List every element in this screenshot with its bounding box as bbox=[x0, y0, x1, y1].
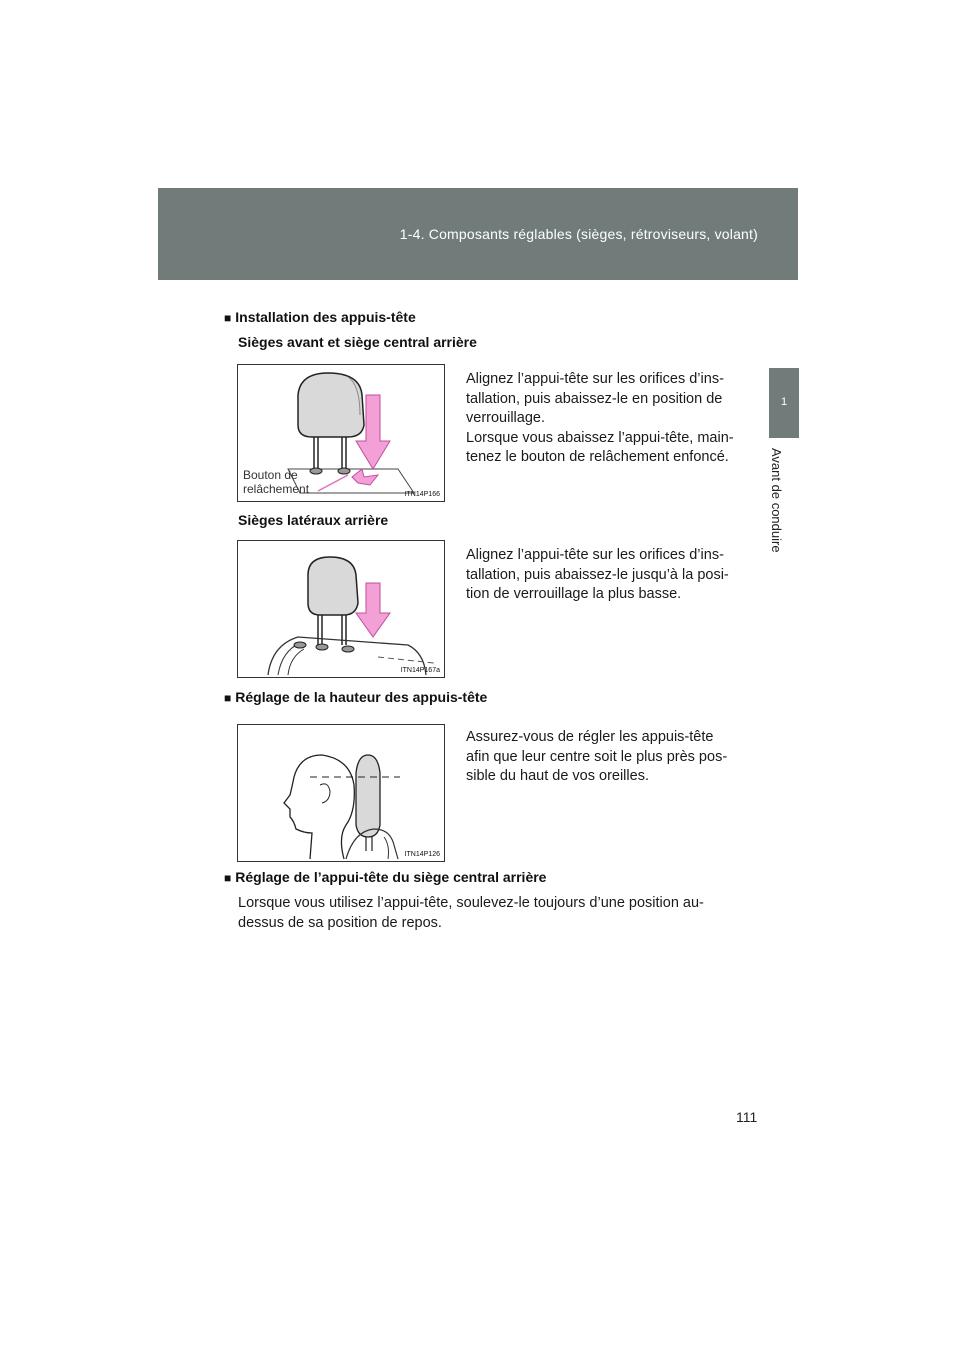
release-button-label-line1: Bouton de bbox=[243, 468, 298, 482]
figure-rear-side-headrest bbox=[237, 540, 445, 678]
front-subheading: Sièges avant et siège central arrière bbox=[238, 334, 477, 350]
installation-heading bbox=[224, 309, 416, 325]
heading-bullet: ■ bbox=[224, 871, 232, 885]
section-title: 1-4. Composants réglables (sièges, rétroviseurs, volant) bbox=[399, 226, 758, 242]
text-line: tallation, puis abaissez-le en position de bbox=[466, 390, 723, 407]
heading-text: Installation des appuis-tête bbox=[235, 309, 416, 325]
heading-bullet: ■ bbox=[224, 691, 232, 705]
figure-code: ITN14P166 bbox=[404, 491, 440, 498]
front-instructions bbox=[466, 370, 749, 468]
chapter-label: Avant de conduire bbox=[769, 448, 784, 553]
heading-bullet: ■ bbox=[224, 311, 232, 325]
text-line: Lorsque vous abaissez l’appui-tête, main- bbox=[466, 429, 734, 446]
text-line: afin que leur centre soit le plus près pos- bbox=[466, 748, 728, 765]
figure-head-position bbox=[237, 724, 445, 862]
text-line: Alignez l’appui-tête sur les orifices d’ins- bbox=[466, 547, 724, 563]
text-line: tion de verrouillage la plus basse. bbox=[466, 586, 682, 602]
rear-side-instructions bbox=[466, 546, 749, 605]
figure-code: ITN14P126 bbox=[404, 851, 440, 858]
heading-text: Réglage de l’appui-tête du siège central arrière bbox=[235, 869, 547, 885]
release-button-label-line2: relâchement bbox=[243, 482, 310, 496]
text-line: verrouillage. bbox=[466, 410, 545, 426]
height-instructions bbox=[466, 728, 749, 787]
page-number: 111 bbox=[736, 1109, 758, 1125]
center-heading bbox=[224, 869, 546, 885]
text-line: Assurez-vous de régler les appuis-tête bbox=[466, 729, 714, 745]
text-line: Lorsque vous utilisez l’appui-tête, soulevez-le toujours d’une position au- bbox=[238, 895, 704, 911]
text-line: sible du haut de vos oreilles. bbox=[466, 768, 649, 784]
chapter-number: 1 bbox=[780, 396, 788, 408]
text-line: tenez le bouton de relâchement enfoncé. bbox=[466, 449, 729, 465]
figure-front-headrest bbox=[237, 364, 445, 502]
center-instructions bbox=[238, 894, 751, 933]
rear-headrest-illustration bbox=[238, 541, 444, 677]
text-line: tallation, puis abaissez-le jusqu’à la posi- bbox=[466, 566, 729, 583]
head-position-illustration bbox=[238, 725, 444, 861]
heading-text: Réglage de la hauteur des appuis-tête bbox=[235, 689, 488, 705]
height-heading bbox=[224, 689, 487, 705]
header-band bbox=[158, 188, 798, 280]
text-line: Alignez l’appui-tête sur les orifices d’ins- bbox=[466, 371, 724, 387]
figure-code: ITN14P167a bbox=[400, 667, 440, 674]
chapter-tab bbox=[769, 368, 799, 438]
text-line: dessus de sa position de repos. bbox=[238, 914, 442, 931]
rear-side-subheading: Sièges latéraux arrière bbox=[238, 512, 389, 528]
